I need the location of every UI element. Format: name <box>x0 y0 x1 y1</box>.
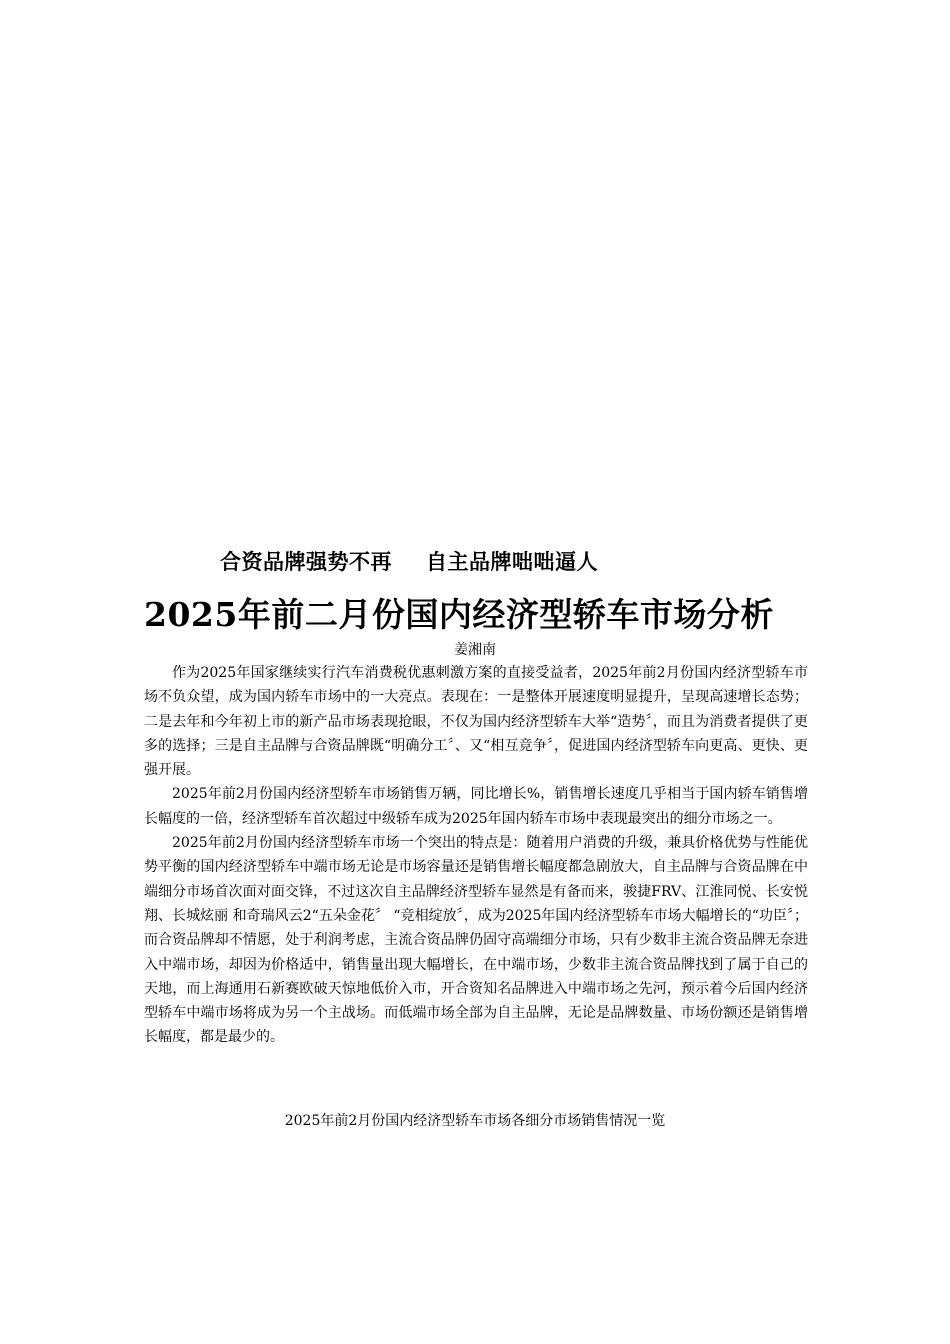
page-title: 2025年前二月份国内经济型轿车市场分析 <box>144 595 774 634</box>
author-name: 姜湘南 <box>454 642 496 658</box>
article-body <box>144 661 808 1050</box>
paragraph-3: 2025年前2月份国内经济型轿车市场一个突出的特点是：随着用户消费的升级，兼具价格优势与性能优势平衡的国内经济型轿车中端市场无论是市场容量还是销售增长幅度都急剧放大，自主品牌与合资品牌在中端细分市场首次面对面交锋，不过这次自主品牌经济型轿车显然是有备而来，骏捷FRV、江淮同悦、长安悦翔、长城炫丽 和奇瑞风云2“五朵金花〞 “竞相绽放〞，成为2025年国内经济型轿车市场大幅增长的“功臣〞；而合资品牌却不情愿，处于利润考虑，主流合资品牌仍固守高端细分市场，只有少数非主流合资品牌无奈进入中端市场，却因为价格适中，销售量出现大幅增长，在中端市场，少数非主流合资品牌找到了属于自己的天地，而上海通用石新赛欧破天惊地低价入市，开合资知名品牌进入中端市场之先河，预示着今后国内经济型轿车中端市场将成为另一个主战场。而低端市场全部为自主品牌，无论是品牌数量、市场份额还是销售增长幅度，都是最少的。 <box>144 835 808 1046</box>
paragraph-1: 作为2025年国家继续实行汽车消费税优惠刺激方案的直接受益者，2025年前2月份国内经济型轿车市场不负众望，成为国内轿车市场中的一大亮点。表现在：一是整体开展速度明显提升，呈现高速增长态势；二是去年和今年初上市的新产品市场表现抢眼，不仅为国内经济型轿车大举“造势〞，而且为消费者提供了更多的选择；三是自主品牌与合资品牌既“明确分工〞、又“相互竞争〞，促进国内经济型轿车向更高、更快、更强开展。 <box>144 665 808 779</box>
subtitle-part-1: 合资品牌强势不再 <box>220 549 392 574</box>
paragraph-2: 2025年前2月份国内经济型轿车市场销售万辆，同比增长%，销售增长速度几乎相当于国内轿车销售增长幅度的一倍，经济型轿车首次超过中级轿车成为2025年国内轿车市场中表现最突出的细分市场之一。 <box>144 786 808 827</box>
subtitle <box>220 546 598 576</box>
subtitle-part-2: 自主品牌咄咄逼人 <box>426 549 598 574</box>
table-caption: 2025年前2月份国内经济型轿车市场各细分市场销售情况一览 <box>284 1113 666 1129</box>
